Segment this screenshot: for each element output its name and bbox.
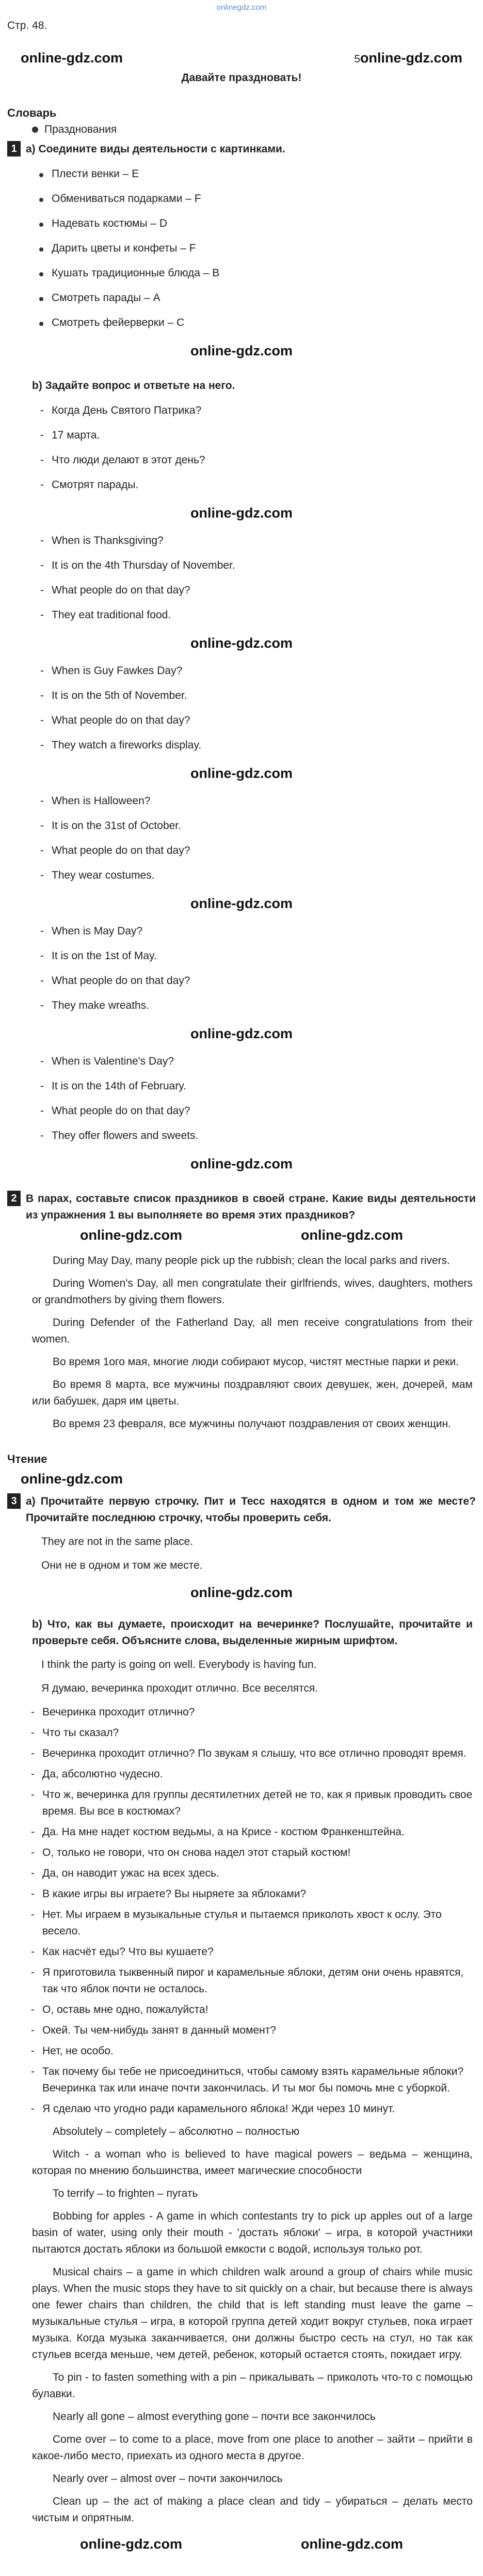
dialog-line: - Вечеринка проходит отлично? [42, 1704, 473, 1721]
dialog-block [0, 793, 483, 884]
dialog-line: - Что ты сказал? [42, 1725, 473, 1741]
watermark: online-gdz.com [21, 1471, 123, 1487]
dialog-line: - Как насчёт еды? Что вы кушаете? [42, 1944, 473, 1960]
list-item: Обмениваться подарками – F [52, 191, 483, 207]
glossary-entry: Bobbing for apples - A game in which contestants try to pick up apples out of a large basin of water, using only their mouth - 'достать яблоки' – игра, в которой участники пытаются достать яблоки из большой емкости с водой, используя только рот. [32, 2210, 473, 2255]
dialog-line: - It is on the 4th Thursday of November. [52, 557, 483, 574]
watermark-row [0, 892, 483, 915]
dialog-line: - О, оставь мне одно, пожалуйста! [42, 2002, 473, 2018]
list-item: Надевать костюмы – D [52, 215, 483, 232]
watermark-row [0, 339, 483, 362]
watermark: online-gdz.com [190, 766, 293, 781]
ex3-b-intro-ru: Я думаю, вечеринка проходит отлично. Все веселятся. [41, 1682, 318, 1694]
glossary-entry: Clean up – the act of making a place clean and tidy – убираться – делать место чистым и опрятным. [32, 2495, 473, 2524]
list-item: Дарить цветы и конфеты – F [52, 240, 483, 257]
dialog-line: - О, только не говори, что он снова надел этот старый костюм! [42, 1845, 473, 1861]
glossary-entry: Nearly all gone – almost everything gone – почти все закончилось [53, 2411, 376, 2423]
dialog-block [0, 1053, 483, 1144]
paragraph: Во время 8 марта, все мужчины поздравляют своих девушек, жен, дочерей, мам или бабушек, даря им цветы. [32, 1379, 473, 1407]
dialog-line: - When is Guy Fawkes Day? [52, 663, 483, 679]
list-item: Кушать традиционные блюда – B [52, 265, 483, 282]
watermark-row [0, 34, 483, 68]
dialog-line: - It is on the 14th of February. [52, 1078, 483, 1095]
dialog-line: - It is on the 1st of May. [52, 948, 483, 964]
watermark: online-gdz.com [301, 2536, 403, 2552]
list-item: Смотреть фейерверки – C [52, 315, 483, 331]
dialog-line: - What people do on that day? [52, 973, 483, 989]
watermark: online-gdz.com [80, 2536, 182, 2552]
ex2-paragraphs [0, 1253, 483, 1432]
dialog-line: - Да, абсолютно чудесно. [42, 1766, 473, 1783]
dialog-block [0, 923, 483, 1014]
ex1-task-b: b) Задайте вопрос и ответьте на него. [32, 380, 235, 392]
dialog-line: - В какие игры вы играете? Вы ныряете за яблоками? [42, 1886, 473, 1902]
ex1-topic-label: Празднования [44, 123, 117, 135]
dialog-line: - They eat traditional food. [52, 607, 483, 623]
paragraph: Во время 23 февраля, все мужчины получают поздравления от своих женщин. [53, 1418, 452, 1430]
ex3-task-a: а) Прочитайте первую строчку. Пит и Тесс находятся в одном и том же месте? Прочитайте последнюю строчку, чтобы проверить себя. [26, 1495, 476, 1524]
ex3-b-intro-en: I think the party is going on well. Everybody is having fun. [41, 1659, 317, 1671]
paragraph: Во время 1ого мая, многие люди собирают мусор, чистят местные парки и реки. [53, 1356, 459, 1368]
dialog-line: - Так почему бы тебе не присоединиться, чтобы самому взять карамельные яблоки? Вечеринка так или иначе почти закончилась. И ты мог бы помочь мне с уборкой. [42, 2064, 473, 2097]
dialog-line: - What people do on that day? [52, 582, 483, 599]
dialog-line: - Что люди делают в этот день? [52, 452, 483, 469]
exercise-3 [0, 1493, 483, 1526]
glossary-entry: Absolutely – completely – абсолютно – полностью [53, 2126, 300, 2137]
dialog-line: - When is Valentine's Day? [52, 1053, 483, 1070]
glossary-entry: Nearly over – almost over – почти закончилось [53, 2473, 283, 2485]
dialog-block [0, 663, 483, 754]
watermark-row [0, 632, 483, 654]
watermark: online-gdz.com [190, 896, 293, 911]
exercise-number: 2 [7, 1191, 21, 1206]
dialog-line: - Что ж, вечеринка для группы десятилетних детей не то, как я привык проводить свое время. Вы все в костюмах? [42, 1787, 473, 1820]
exercise-number: 1 [7, 141, 21, 157]
watermark-row [0, 1581, 483, 1604]
dialog-line: - Когда День Святого Патрика? [52, 402, 483, 419]
watermark: online-gdz.com [80, 1227, 182, 1243]
watermark-row [0, 1152, 483, 1175]
site-header[interactable]: onlinegdz.com [216, 3, 267, 12]
dialog-line: - When is Halloween? [52, 793, 483, 809]
watermark: online-gdz.com [190, 1156, 293, 1172]
watermark-row [0, 2533, 483, 2555]
dialog-block [0, 533, 483, 623]
watermark: online-gdz.com [190, 505, 293, 521]
dialog-line: - They watch a fireworks display. [52, 737, 483, 754]
dialog-line: - Я приготовила тыквенный пирог и карамельные яблоки, детям они очень нравятся, так что яблок почти не осталось. [42, 1964, 473, 1997]
watermark-row [0, 1022, 483, 1045]
glossary-entry: Musical chairs – a game in which children walk around a group of chairs while music plays. When the music stops they have to sit quickly on a chair, but because there is always one fewer chairs than children, the child that is left standing must leave the game – музыкальные стулья – игра, в которой группа детей ходит вокруг стульев, пока играет музыка. Когда музыка заканчивается, они должны быстро сесть на стул, но так как стульев всегда меньше, чем детей, ребенок, который остается стоять, покидает игру. [32, 2266, 473, 2361]
ex1-topic [26, 121, 476, 138]
section-vocab: Словарь [7, 106, 57, 119]
bullet-icon [32, 127, 38, 133]
watermark: online-gdz.com [190, 635, 293, 651]
glossary-entry: Witch - a woman who is believed to have magical powers – ведьма – женщина, которая по мнению большинства, имеет магические способности [32, 2148, 473, 2177]
lesson-title: Давайте праздновать! [181, 72, 302, 84]
watermark-row [0, 1224, 483, 1246]
dialog-line: - What people do on that day? [52, 712, 483, 729]
dialog-line: - It is on the 5th of November. [52, 688, 483, 704]
section-reading: Чтение [7, 1453, 47, 1465]
list-item: Плести венки – E [52, 166, 483, 182]
exercise-1-task [0, 141, 483, 158]
watermark-row [0, 502, 483, 524]
paragraph: During Defender of the Fatherland Day, all men receive congratulations from their women. [32, 1317, 473, 1345]
dialog-line: - Смотрят парады. [52, 477, 483, 493]
exercise-1 [0, 121, 483, 138]
watermark: online-gdz.com [190, 1585, 293, 1600]
dialog-line: - Вечеринка проходит отлично? По звукам я слышу, что все отлично проводят время. [42, 1745, 473, 1762]
lesson-number: 5 [354, 53, 360, 65]
dialog-line: - Да, он наводит ужас на всех здесь. [42, 1865, 473, 1882]
glossary-entry: Come over – to come to a place, move from one place to another – зайти – прийти в какое-либо место, приехать из одного места в другое. [32, 2433, 473, 2462]
ex3-glossary [0, 2124, 483, 2526]
dialog-line: - Нет. Мы играем в музыкальные стулья и пытаемся приколоть хвост к ослу. Это весело. [42, 1907, 473, 1940]
glossary-entry: To pin - to fasten something with a pin – прикалывать – приколоть что-то с помощью булавки. [32, 2371, 473, 2400]
ex3-a-answer-ru: Они не в одном и том же месте. [41, 1559, 203, 1571]
paragraph: During May Day, many people pick up the rubbish; clean the local parks and rivers. [53, 1255, 450, 1267]
glossary-entry: To terrify – to frighten – пугать [53, 2188, 198, 2199]
dialog-line: - They offer flowers and sweets. [52, 1128, 483, 1144]
ex1-items-list [0, 166, 483, 331]
watermark-row [0, 1467, 483, 1490]
page-number: Стр. 48. [7, 20, 47, 32]
list-item: Смотреть парады – A [52, 290, 483, 306]
watermark: online-gdz.com [21, 50, 123, 66]
exercise-number: 3 [7, 1493, 21, 1509]
dialog-line: - 17 марта. [52, 427, 483, 444]
ex2-task: В парах, составьте список праздников в своей стране. Какие виды деятельности из упражнения 1 вы выполняете во время этих праздников? [26, 1193, 476, 1221]
watermark: online-gdz.com [190, 343, 293, 358]
dialog-line: - It is on the 31st of October. [52, 818, 483, 834]
lesson-header [354, 50, 462, 68]
dialog-line: - What people do on that day? [52, 842, 483, 859]
dialog-line: - Нет, не особо. [42, 2043, 473, 2059]
dialog-line: - Да. На мне надет костюм ведьмы, а на Крисе - костюм Франкенштейна. [42, 1824, 473, 1840]
dialog-line: - When is May Day? [52, 923, 483, 940]
ex3-a-answer-en: They are not in the same place. [41, 1536, 194, 1548]
dialog-block [0, 402, 483, 493]
dialog-line: - Я сделаю что угодно ради карамельного яблока! Жди через 10 минут. [42, 2101, 473, 2117]
dialog-line: - They wear costumes. [52, 867, 483, 884]
ex1-task-a: а) Соедините виды деятельности с картинками. [26, 143, 285, 155]
watermark-row [0, 762, 483, 785]
dialog-line: - They make wreaths. [52, 997, 483, 1014]
exercise-2 [0, 1191, 483, 1224]
dialog-line: - Окей. Ты чем-нибудь занят в данный момент? [42, 2022, 473, 2039]
watermark: online-gdz.com [360, 50, 462, 66]
ex3-dialog-lines [0, 1704, 483, 2117]
dialog-line: - When is Thanksgiving? [52, 533, 483, 549]
dialog-line: - What people do on that day? [52, 1103, 483, 1119]
watermark: online-gdz.com [190, 1026, 293, 1041]
watermark: online-gdz.com [301, 1227, 403, 1243]
paragraph: During Women's Day, all men congratulate their girlfriends, wives, daughters, mothers or grandmothers by giving them flowers. [32, 1277, 473, 1306]
ex1-dialogs [0, 402, 483, 1175]
ex3-task-b: b) Что, как вы думаете, происходит на вечеринке? Послушайте, прочитайте и проверьте себя. Объясните слова, выделенные жирным шрифтом. [32, 1618, 473, 1647]
